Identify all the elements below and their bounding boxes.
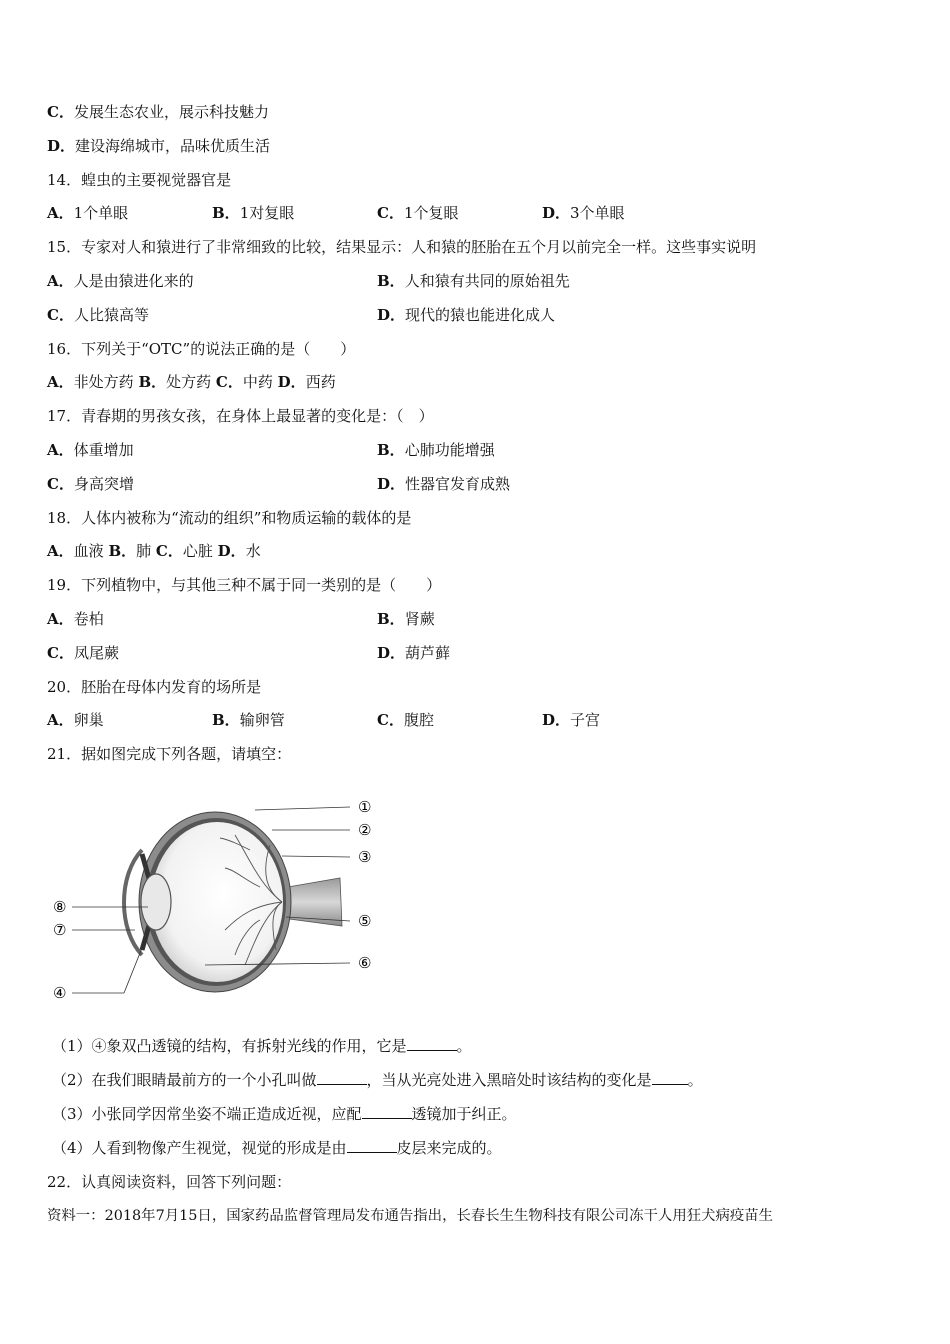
figure-label-4: ④	[53, 984, 67, 1002]
sub-text: （1）④象双凸透镜的结构，有拆射光线的作用，它是	[52, 1037, 407, 1055]
q18-stem: 18．人体内被称为“流动的组织”和物质运输的载体的是	[47, 509, 412, 527]
q20-option-a	[47, 710, 104, 730]
option-text: 心肺功能增强	[404, 441, 495, 459]
lens	[141, 874, 171, 930]
option-label: A．	[47, 373, 74, 391]
q16-stem: 16．下列关于“OTC”的说法正确的是（ ）	[47, 340, 356, 358]
sub-text: （3）小张同学因常坐姿不端正造成近视，应配	[52, 1105, 362, 1123]
q21-sub1	[52, 1036, 472, 1056]
option-label: A．	[47, 272, 74, 290]
q20-option-d	[542, 710, 600, 730]
option-label: B．	[212, 204, 240, 222]
q14-option-d	[542, 203, 625, 223]
option-label: D．	[542, 204, 571, 222]
q17-stem: 17．青春期的男孩女孩，在身体上最显著的变化是：（ ）	[47, 407, 434, 425]
option-text: 3个单眼	[570, 204, 625, 222]
option-label: C．	[215, 373, 243, 391]
q21-sub2	[52, 1070, 703, 1090]
option-text: 输卵管	[239, 711, 285, 729]
q19-option-b	[377, 609, 435, 629]
option-text: 1个复眼	[403, 204, 459, 222]
figure-label-8: ⑧	[53, 898, 67, 916]
q13-option-c	[47, 102, 269, 122]
figure-label-5: ⑤	[358, 912, 372, 930]
option-label: A．	[47, 711, 74, 729]
q17-option-c	[47, 474, 134, 494]
option-text: 性器官发育成熟	[405, 475, 511, 493]
answer-blank[interactable]	[362, 1104, 412, 1119]
sub-text: 。	[687, 1071, 703, 1089]
q16-options	[47, 372, 336, 392]
option-label: B．	[377, 272, 405, 290]
option-text: 心脏	[182, 542, 213, 560]
figure-label-6: ⑥	[358, 954, 372, 972]
q21-stem: 21．据如图完成下列各题，请填空：	[47, 745, 292, 763]
option-label: D．	[277, 373, 306, 391]
q21-sub4	[52, 1138, 502, 1158]
q19-option-a	[47, 609, 104, 629]
option-label: C．	[47, 306, 74, 324]
q19-stem: 19．下列植物中，与其他三种不属于同一类别的是（ ）	[47, 576, 442, 594]
answer-blank[interactable]	[347, 1138, 397, 1153]
figure-label-2: ②	[358, 821, 372, 839]
q22-material-1: 资料一：2018年7月15日，国家药品监督管理局发布通告指出，长春长生生物科技有限公司冻干人用狂犬病疫苗生	[47, 1208, 774, 1224]
sub-text: 透镜加于纠正。	[411, 1105, 517, 1123]
option-text: 腹腔	[403, 711, 434, 729]
option-text: 人和猿有共同的原始祖先	[404, 272, 570, 290]
option-text: 1对复眼	[239, 204, 295, 222]
option-text: 卷柏	[73, 610, 104, 628]
option-text: 中药	[242, 373, 273, 391]
figure-label-7: ⑦	[53, 921, 67, 939]
q20-stem: 20．胚胎在母体内发育的场所是	[47, 678, 262, 696]
option-label: D．	[217, 542, 246, 560]
option-label: D．	[542, 711, 571, 729]
option-label: D．	[47, 137, 76, 155]
option-text: 发展生态农业，展示科技魅力	[73, 103, 269, 121]
sub-text: 。	[456, 1037, 472, 1055]
answer-blank[interactable]	[407, 1036, 457, 1051]
option-text: 1个单眼	[73, 204, 129, 222]
q17-option-b	[377, 440, 495, 460]
q14-option-c	[377, 203, 459, 223]
option-label: A．	[47, 204, 74, 222]
sub-text: （4）人看到物像产生视觉，视觉的形成是由	[52, 1139, 347, 1157]
option-text: 水	[245, 542, 261, 560]
q20-option-b	[212, 710, 285, 730]
option-label: C．	[47, 644, 74, 662]
option-text: 处方药	[166, 373, 212, 391]
option-text: 建设海绵城市，品味优质生活	[75, 137, 271, 155]
q14-option-b	[212, 203, 294, 223]
option-text: 体重增加	[73, 441, 134, 459]
q15-stem: 15．专家对人和猿进行了非常细致的比较，结果显示：人和猿的胚胎在五个月以前完全一样。这些事实说明	[47, 238, 757, 256]
q22-stem: 22．认真阅读资料，回答下列问题：	[47, 1173, 292, 1191]
option-text: 现代的猿也能进化成人	[405, 306, 556, 324]
option-label: D．	[377, 644, 406, 662]
option-label: C．	[377, 711, 404, 729]
option-text: 凤尾蕨	[73, 644, 119, 662]
option-label: B．	[377, 441, 405, 459]
figure-label-3: ③	[358, 848, 372, 866]
option-text: 人是由猿进化来的	[73, 272, 194, 290]
option-text: 身高突增	[73, 475, 134, 493]
sub-text: 皮层来完成的。	[396, 1139, 502, 1157]
option-label: C．	[47, 475, 74, 493]
q15-option-c	[47, 305, 149, 325]
q17-option-a	[47, 440, 134, 460]
eye-structure-diagram	[50, 790, 380, 1010]
option-label: A．	[47, 542, 74, 560]
option-label: B．	[377, 610, 405, 628]
figure-label-1: ①	[358, 798, 372, 816]
option-label: C．	[377, 204, 404, 222]
option-label: C．	[47, 103, 74, 121]
answer-blank[interactable]	[317, 1070, 367, 1085]
option-text: 肺	[136, 542, 152, 560]
option-text: 非处方药	[73, 373, 134, 391]
option-label: B．	[212, 711, 240, 729]
option-text: 葫芦藓	[405, 644, 451, 662]
option-label: B．	[108, 542, 137, 560]
q18-options	[47, 541, 261, 561]
option-label: A．	[47, 610, 74, 628]
option-text: 西药	[305, 373, 336, 391]
option-label: C．	[155, 542, 183, 560]
option-label: D．	[377, 306, 406, 324]
option-text: 血液	[73, 542, 104, 560]
option-label: D．	[377, 475, 406, 493]
q13-option-d	[47, 136, 270, 156]
option-text: 肾蕨	[404, 610, 435, 628]
sub-text: （2）在我们眼睛最前方的一个小孔叫做	[52, 1071, 317, 1089]
q21-sub3	[52, 1104, 517, 1124]
option-text: 子宫	[570, 711, 601, 729]
q19-option-d	[377, 643, 450, 663]
q20-option-c	[377, 710, 434, 730]
q19-option-c	[47, 643, 119, 663]
option-label: A．	[47, 441, 74, 459]
q17-option-d	[377, 474, 510, 494]
sub-text: ，当从光亮处进入黑暗处时该结构的变化是	[366, 1071, 652, 1089]
q15-option-a	[47, 271, 194, 291]
option-label: B．	[138, 373, 167, 391]
q14-stem: 14．蝗虫的主要视觉器官是	[47, 171, 232, 189]
q15-option-d	[377, 305, 555, 325]
option-text: 人比猿高等	[73, 306, 149, 324]
option-text: 卵巢	[73, 711, 104, 729]
q15-option-b	[377, 271, 570, 291]
answer-blank[interactable]	[652, 1070, 688, 1085]
q14-option-a	[47, 203, 128, 223]
